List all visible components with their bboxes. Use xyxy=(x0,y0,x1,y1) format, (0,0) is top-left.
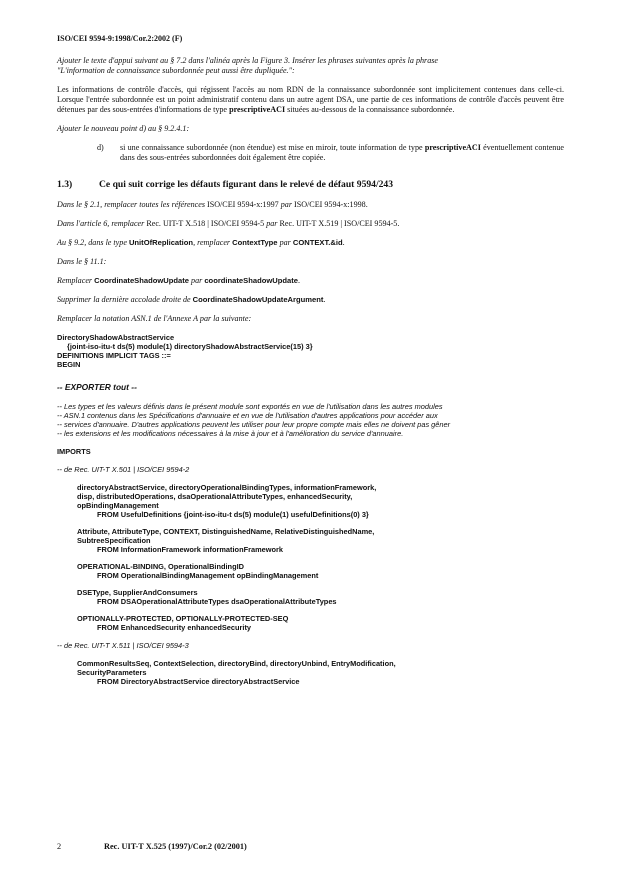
intro-line-2: "L'information de connaissance subordonnée peut aussi être dupliquée.": xyxy=(57,66,295,75)
import-from: FROM DirectoryAbstractService directoryAbstractService xyxy=(97,677,300,686)
asn-begin: BEGIN xyxy=(57,360,81,369)
import-from: FROM DSAOperationalAttributeTypes dsaOperationalAttributeTypes xyxy=(97,597,337,606)
page-footer xyxy=(57,842,247,851)
page-content xyxy=(57,56,564,686)
import-group-useful-definitions xyxy=(57,483,564,519)
import-from: FROM OperationalBindingManagement opBindingManagement xyxy=(97,571,319,580)
import-group-op-binding xyxy=(57,562,564,580)
correction-unit-of-replication: Au § 9.2, dans le type UnitOfReplication, remplacer ContextType par CONTEXT.&id. xyxy=(57,238,345,247)
asn-definitions: DEFINITIONS IMPLICIT TAGS ::= xyxy=(57,351,171,360)
asn-source-x501: -- de Rec. UIT-T X.501 | ISO/CEI 9594-2 xyxy=(57,465,190,474)
list-item-text: si une connaissance subordonnée (non étendue) est mise en miroir, toute information de type prescriptiveACI éventuellement contenue dans des sous-entrées subordonnées doit également être copiée. xyxy=(120,143,564,162)
list-item-label: d) xyxy=(97,143,104,152)
import-line: SecurityParameters xyxy=(77,668,147,677)
import-line: SubtreeSpecification xyxy=(77,536,151,545)
import-from: FROM InformationFramework informationFramework xyxy=(97,545,284,554)
import-line: DSEType, SupplierAndConsumers xyxy=(77,588,198,597)
import-from: FROM UsefulDefinitions {joint-iso-itu-t ds(5) module(1) usefulDefinitions(0) 3} xyxy=(97,510,369,519)
asn1-module xyxy=(57,333,564,686)
section-heading xyxy=(57,179,564,190)
asn-module-name: DirectoryShadowAbstractService xyxy=(57,333,175,342)
asn-module-oid: {joint-iso-itu-t ds(5) module(1) directoryShadowAbstractService(15) 3} xyxy=(67,342,313,351)
import-group-directory-abstract-service xyxy=(57,659,564,686)
import-group-enhanced-security xyxy=(57,614,564,632)
prescriptive-aci-term: prescriptiveACI xyxy=(229,105,286,114)
access-control-paragraph: Les informations de contrôle d'accès, qui régissent l'accès au nom RDN de la connaissance subordonnée sont implicitement contenues dans celle-ci. Lorsque l'entrée subordonnée est un point administratif contenu dans un autre agent DSA, une partie de ces informations de contrôle d'accès peuvent être détenues par des sous-entrées d'informations de type prescriptiveACI situées au-dessous de la connaissance subordonnée. xyxy=(57,85,564,114)
section-title: Ce qui suit corrige les défauts figurant dans le relevé de défaut 9594/243 xyxy=(99,179,394,190)
page-number: 2 xyxy=(57,842,62,851)
intro-instruction xyxy=(57,56,564,76)
asn-export-comments xyxy=(57,402,564,438)
clause-11-1-instruction: Dans le § 11.1: xyxy=(57,257,107,266)
add-point-instruction: Ajouter le nouveau point d) au § 9.2.4.1: xyxy=(57,124,190,133)
import-from: FROM EnhancedSecurity enhancedSecurity xyxy=(97,623,252,632)
correction-coordinate-shadow-update: Remplacer CoordinateShadowUpdate par coordinateShadowUpdate. xyxy=(57,276,301,285)
asn-source-x511: -- de Rec. UIT-T X.511 | ISO/CEI 9594-3 xyxy=(57,641,189,650)
comment-line: -- Les types et les valeurs définis dans le présent module sont exportés en vue de l'utilisation dans les autres modules xyxy=(57,402,443,411)
correction-references: Dans le § 2.1, remplacer toutes les références ISO/CEI 9594-x:1997 par ISO/CEI 9594-x:1998. xyxy=(57,200,368,209)
import-line: Attribute, AttributeType, CONTEXT, DistinguishedName, RelativeDistinguishedName, xyxy=(77,527,375,536)
comment-line: -- les extensions et les modifications nécessaires à la mise à jour et à l'amélioration du service d'annuaire. xyxy=(57,429,404,438)
intro-line-1: Ajouter le texte d'appui suivant au § 7.2 dans l'alinéa après la Figure 3. Insérer les phrases suivantes après la phrase xyxy=(57,56,438,65)
footer-reference: Rec. UIT-T X.525 (1997)/Cor.2 (02/2001) xyxy=(104,842,247,851)
correction-clause6: Dans l'article 6, remplacer Rec. UIT-T X.518 | ISO/CEI 9594-5 par Rec. UIT-T X.519 | ISO/CEI 9594-5. xyxy=(57,219,400,228)
list-item-d xyxy=(97,143,564,163)
import-line: OPTIONALLY-PROTECTED, OPTIONALLY-PROTECTED-SEQ xyxy=(77,614,289,623)
asn-imports: IMPORTS xyxy=(57,447,91,456)
comment-line: -- services d'annuaire. D'autres applications peuvent les utiliser pour leur propre compte mais elles ne doivent pas gêner xyxy=(57,420,451,429)
import-line: OPERATIONAL-BINDING, OperationalBindingID xyxy=(77,562,244,571)
section-number: 1.3) xyxy=(57,179,73,190)
replace-asn1-instruction: Remplacer la notation ASN.1 de l'Annexe A par la suivante: xyxy=(57,314,252,323)
import-line: CommonResultsSeq, ContextSelection, directoryBind, directoryUnbind, EntryModification, xyxy=(77,659,396,668)
asn-exporter-comment: -- EXPORTER tout -- xyxy=(57,382,137,392)
correction-delete-brace: Supprimer la dernière accolade droite de CoordinateShadowUpdateArgument. xyxy=(57,295,326,304)
page-header: ISO/CEI 9594-9:1998/Cor.2:2002 (F) xyxy=(57,34,183,43)
import-line: opBindingManagement xyxy=(77,501,159,510)
import-line: disp, distributedOperations, dsaOperationalAttributeTypes, enhancedSecurity, xyxy=(77,492,353,501)
comment-line: -- ASN.1 contenus dans les Spécifications d'annuaire et en vue de l'utilisation d'autres applications pour accéder aux xyxy=(57,411,438,420)
import-line: directoryAbstractService, directoryOperationalBindingTypes, informationFramework, xyxy=(77,483,377,492)
import-group-information-framework xyxy=(57,527,564,554)
import-group-dsa-attributes xyxy=(57,588,564,606)
